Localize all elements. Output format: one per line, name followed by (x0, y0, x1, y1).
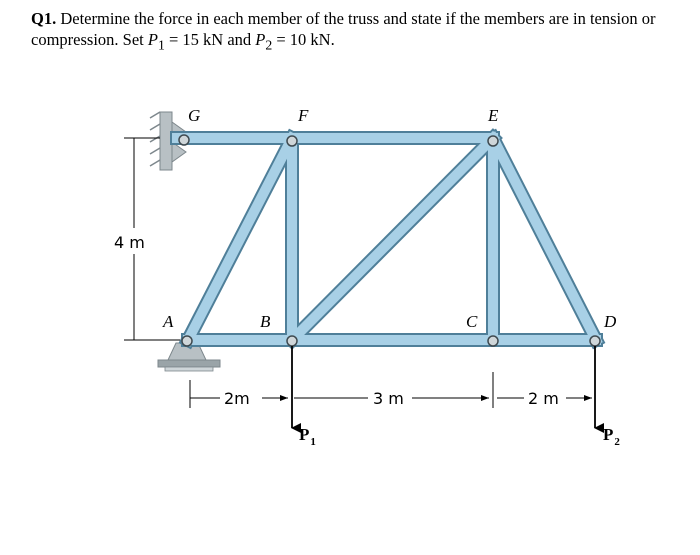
question-number: Q1. (31, 9, 57, 28)
p1-value: = 15 kN and (164, 30, 256, 49)
p1-subscript: 1 (157, 37, 165, 53)
p1-symbol: P (147, 30, 158, 49)
node-label-C: C (466, 312, 478, 331)
node-label-D: D (604, 312, 617, 331)
load-label-P1: $P_1$ (299, 425, 316, 448)
height-label: 4 m (114, 233, 145, 252)
pin-G (179, 135, 189, 145)
pin-F (287, 136, 297, 146)
pin-D (590, 336, 600, 346)
node-label-F: F (298, 106, 309, 125)
p2-subscript: 2 (265, 37, 273, 53)
span-label-BC: 3 m (373, 389, 404, 408)
span-label-AB: 2m (224, 389, 250, 408)
pin-A (182, 336, 192, 346)
pin-E (488, 136, 498, 146)
truss-member-fills (177, 138, 596, 340)
pin-B (287, 336, 297, 346)
node-label-B: B (260, 312, 271, 331)
span-label-CD: 2 m (528, 389, 559, 408)
node-label-G: G (188, 106, 201, 125)
load-label-P2: $P_2$ (603, 425, 620, 448)
p2-symbol: P (255, 30, 266, 49)
pin-C (488, 336, 498, 346)
node-label-E: E (488, 106, 499, 125)
question-body: Determine the force in each member of the truss and state if the members are in tension or compression. Set (31, 9, 656, 49)
p2-value: = 10 kN. (272, 30, 335, 49)
node-label-A: A (163, 312, 174, 331)
